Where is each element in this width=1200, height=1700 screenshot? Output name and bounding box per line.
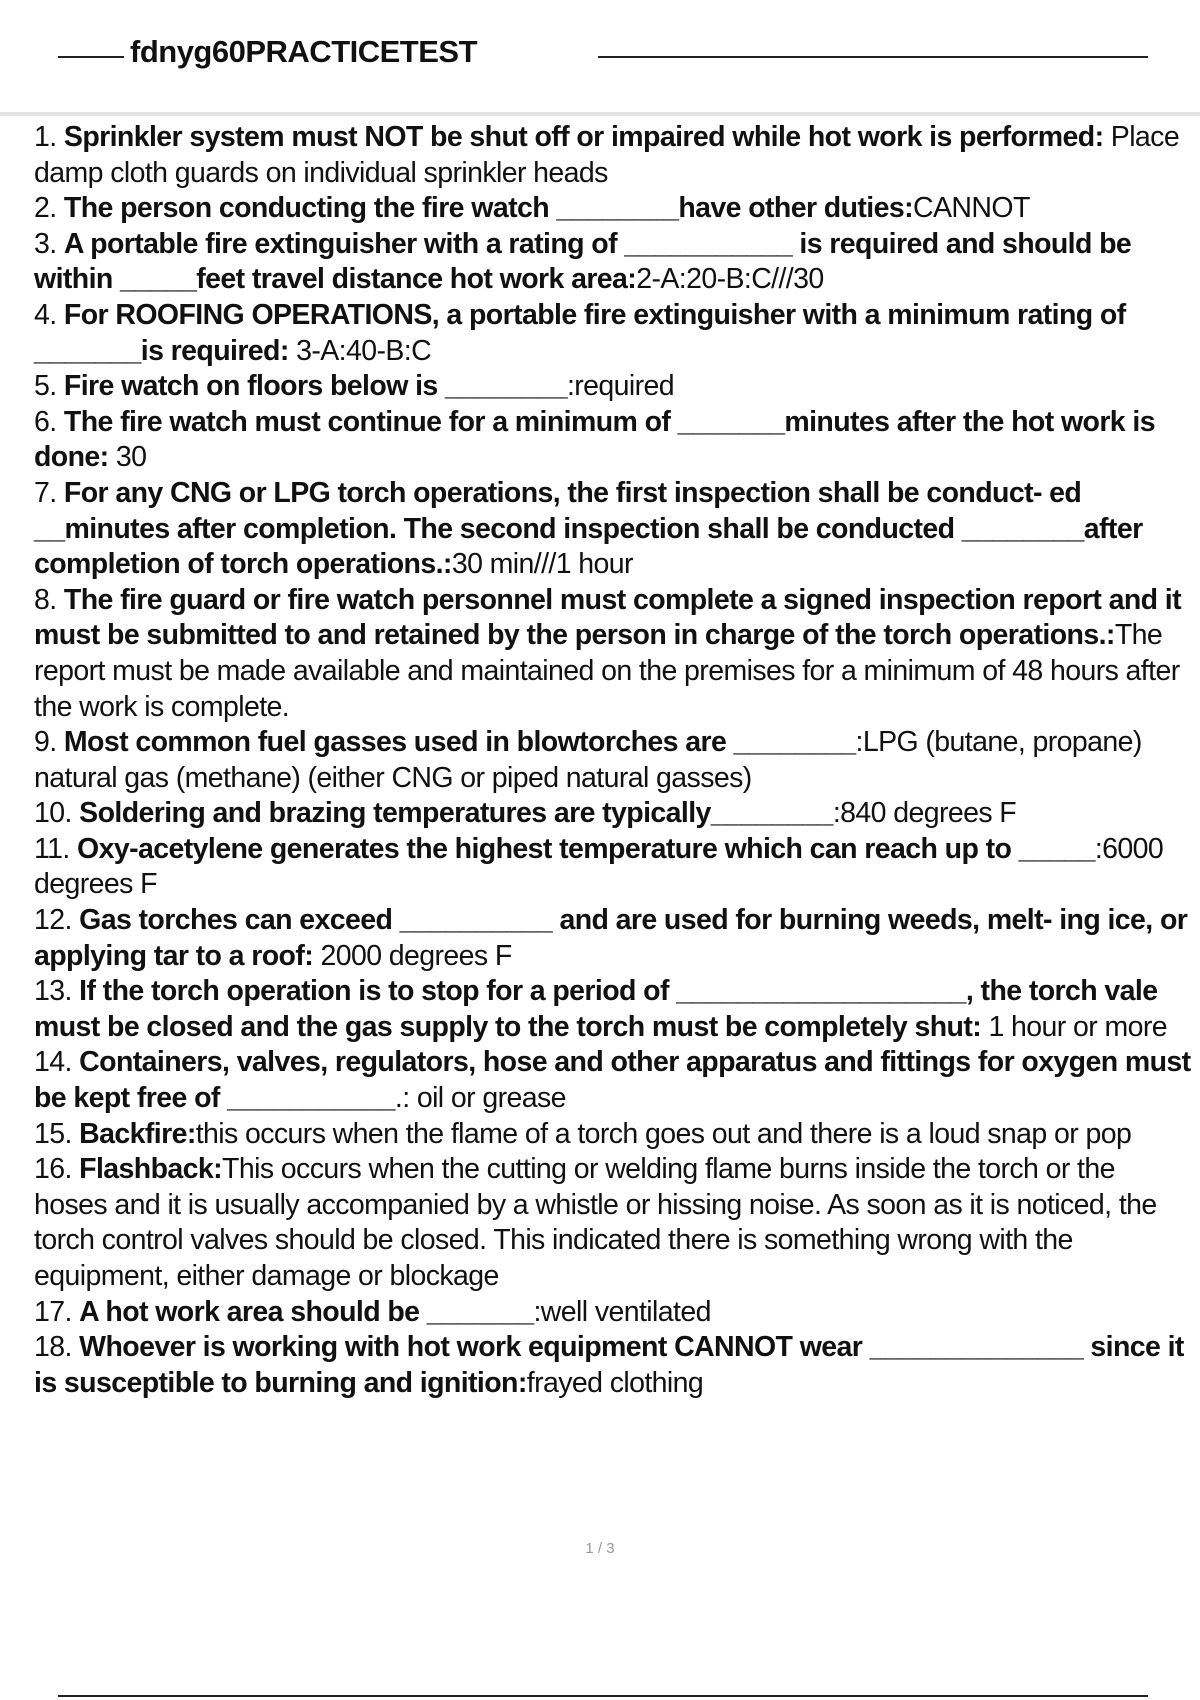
question-prompt: The person conducting the fire watch ________have other duties:	[63, 192, 914, 225]
question-prompt: The fire watch must continue for a minimum of _______minutes after the hot work is done:	[34, 405, 1155, 474]
question-number: 17.	[34, 1295, 72, 1328]
question-item	[34, 405, 1194, 476]
header-trail-line	[598, 56, 1148, 58]
question-answer: this occurs when the flame of a torch goes out and there is a loud snap or pop	[195, 1117, 1132, 1150]
question-item	[34, 1295, 1194, 1331]
header-divider	[0, 112, 1200, 116]
page-indicator: 1 / 3	[585, 1540, 615, 1557]
question-prompt: Most common fuel gasses used in blowtorches are ________	[63, 726, 856, 759]
question-number: 16.	[34, 1153, 72, 1186]
question-item	[34, 832, 1194, 903]
question-prompt: Whoever is working with hot work equipment CANNOT wear ______________ since it is susceptible to burning and ignition:	[34, 1331, 1184, 1399]
question-number: 8.	[34, 583, 57, 616]
header-lead-line	[58, 56, 124, 58]
question-answer: 3-A:40-B:C	[288, 334, 432, 367]
question-item	[34, 120, 1194, 191]
question-answer: 2-A:20-B:C///30	[636, 263, 824, 296]
question-answer: :LPG (butane, propane) natural gas (methane) (either CNG or piped natural gasses)	[34, 726, 1142, 794]
question-number: 11.	[34, 832, 70, 865]
question-answer: The report must be made available and maintained on the premises for a minimum of 48 hours after the work is complete.	[34, 619, 1180, 723]
question-item	[34, 1330, 1194, 1401]
question-prompt: A hot work area should be _______	[79, 1295, 534, 1328]
question-prompt: Soldering and brazing temperatures are typically________	[79, 797, 833, 830]
question-prompt: Gas torches can exceed __________ and are used for burning weeds, melt- ing ice, or applying tar to a roof:	[34, 904, 1188, 972]
question-prompt: Flashback:	[79, 1153, 223, 1186]
question-item	[34, 298, 1194, 369]
question-number: 2.	[34, 192, 57, 225]
question-number: 10.	[34, 797, 72, 830]
question-number: 4.	[34, 298, 57, 331]
question-prompt: Backfire:	[79, 1117, 196, 1150]
question-number: 5.	[34, 370, 57, 403]
question-number: 3.	[34, 227, 57, 260]
question-prompt: The fire guard or fire watch personnel must complete a signed inspection report and it must be submitted to and retained by the person in charge of the torch operations.:	[34, 583, 1182, 652]
question-item	[34, 903, 1194, 974]
question-item	[34, 796, 1194, 832]
question-answer: CANNOT	[913, 192, 1030, 225]
question-number: 15.	[34, 1117, 72, 1150]
page-header	[58, 30, 1148, 78]
question-number: 13.	[34, 975, 72, 1008]
question-number: 12.	[34, 904, 72, 937]
question-item	[34, 227, 1194, 298]
page-title: fdnyg60PRACTICETEST	[130, 34, 478, 69]
question-item	[34, 369, 1194, 405]
question-prompt: Containers, valves, regulators, hose and other apparatus and fittings for oxygen must be kept free of ___________	[34, 1046, 1191, 1115]
question-number: 6.	[34, 405, 57, 438]
question-prompt: If the torch operation is to stop for a period of ___________________, the torch vale must be closed and the gas supply to the torch must be completely shut:	[34, 975, 1158, 1043]
question-list	[34, 120, 1194, 1401]
question-item	[34, 1117, 1194, 1153]
question-prompt: For any CNG or LPG torch operations, the first inspection shall be conduct- ed __minutes after completion. The second inspection shall be conducted ________after completion of torch operations.:	[34, 476, 1143, 581]
question-answer: .: oil or grease	[394, 1082, 566, 1115]
question-prompt: Sprinkler system must NOT be shut off or impaired while hot work is performed:	[63, 121, 1104, 153]
question-item	[34, 1045, 1194, 1116]
question-answer: 30 min///1 hour	[451, 548, 633, 581]
question-item	[34, 1152, 1194, 1294]
question-item	[34, 191, 1194, 227]
question-number: 9.	[34, 726, 57, 759]
question-prompt: Fire watch on floors below is ________	[63, 370, 567, 403]
question-item	[34, 476, 1194, 583]
question-item	[34, 725, 1194, 796]
question-answer: :6000 degrees F	[34, 832, 1164, 901]
question-number: 7.	[34, 476, 57, 509]
question-item	[34, 974, 1194, 1045]
footer-divider	[58, 1695, 1148, 1697]
question-answer: :840 degrees F	[832, 797, 1017, 830]
question-answer: :well ventilated	[533, 1295, 711, 1328]
question-answer: :required	[566, 370, 675, 403]
question-prompt: A portable fire extinguisher with a rating of ___________ is required and should be within _____feet travel distance hot work area:	[34, 227, 1132, 296]
question-answer: 1 hour or more	[981, 1010, 1167, 1043]
question-number: 18.	[34, 1331, 72, 1364]
question-number: 14.	[34, 1046, 72, 1079]
question-answer: This occurs when the cutting or welding flame burns inside the torch or the hoses and it is usually accompanied by a whistle or hissing noise. As soon as it is noticed, the torch control valves should be closed. This indicated there is something wrong with the equipment, either damage or blockage	[34, 1153, 1157, 1292]
question-number: 1.	[34, 121, 57, 153]
question-answer: Place damp cloth guards on individual sprinkler heads	[34, 121, 1180, 189]
question-answer: frayed clothing	[526, 1366, 704, 1399]
question-item	[34, 583, 1194, 725]
question-prompt: For ROOFING OPERATIONS, a portable fire extinguisher with a minimum rating of _______is required:	[34, 298, 1126, 367]
question-answer: 30	[108, 441, 147, 474]
question-answer: 2000 degrees F	[313, 939, 512, 972]
question-prompt: Oxy-acetylene generates the highest temperature which can reach up to _____	[77, 832, 1095, 865]
